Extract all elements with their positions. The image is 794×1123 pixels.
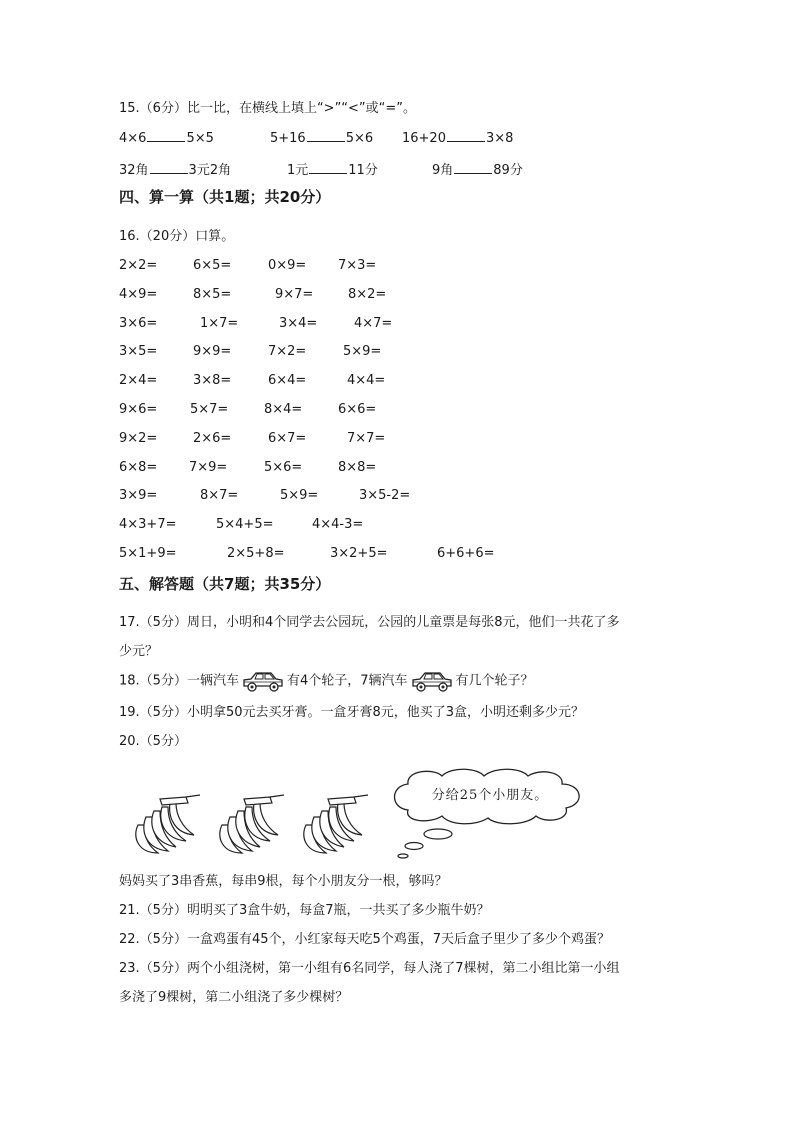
compare-right: 3元2角 (188, 163, 232, 178)
banana-bunch-icon (298, 795, 378, 857)
math-problem: 2×5+8= (227, 546, 285, 561)
answer-blank[interactable] (454, 162, 492, 174)
math-row (0, 287, 794, 303)
math-problem: 1×7= (200, 315, 239, 331)
math-problem: 5×1+9= (119, 546, 177, 561)
compare-item (119, 159, 231, 178)
q20-title: 20.（5分） (119, 734, 187, 749)
compare-left: 16+20 (402, 131, 446, 146)
math-problem: 3×5-2= (359, 488, 411, 504)
q16-title: 16.（20分）口算。 (119, 229, 235, 244)
compare-right: 5×5 (186, 131, 214, 146)
math-problem: 2×4= (119, 373, 158, 389)
compare-left: 32角 (119, 163, 149, 178)
q23-line-2: 多浇了9棵树，第二小组浇了多少棵树？ (119, 990, 349, 1005)
answer-blank[interactable] (147, 130, 185, 142)
q20-question: 妈妈买了3串香蕉，每串9根，每个小朋友分一根，够吗？ (119, 874, 448, 889)
compare-item (287, 159, 378, 178)
math-problem: 9×9= (193, 344, 232, 360)
compare-item (432, 159, 523, 178)
q15-title: 15.（6分）比一比，在横线上填上“>”“<”或“=”。 (119, 101, 417, 116)
q19: 19.（5分）小明拿50元去买牙膏。一盒牙膏8元，他买了3盒，小明还剩多少元？ (119, 705, 585, 720)
math-problem: 4×3+7= (119, 517, 177, 533)
math-row (0, 431, 794, 447)
math-problem: 6×5= (193, 258, 232, 273)
q15-row-2 (0, 159, 794, 178)
math-row (0, 488, 794, 504)
math-row (0, 517, 794, 533)
math-problem: 9×7= (275, 286, 314, 302)
q22: 22.（5分）一盒鸡蛋有45个，小红家每天吃5个鸡蛋，7天后盒子里少了多少个鸡蛋？ (119, 932, 611, 947)
math-problem: 3×8= (193, 373, 232, 389)
math-problem: 2×2= (119, 258, 158, 273)
math-problem: 9×2= (119, 430, 158, 446)
math-problem: 5×9= (343, 344, 382, 360)
math-row (0, 373, 794, 389)
math-problem: 5×4+5= (216, 517, 274, 533)
q17-line-1: 17.（5分）周日，小明和4个同学去公园玩，公园的儿童票是每张8元，他们一共花了多 (119, 615, 620, 630)
compare-left: 9角 (432, 163, 454, 178)
math-problem: 8×5= (193, 286, 232, 302)
math-problem: 8×4= (264, 402, 303, 417)
q18-part-3: 有几个轮子？ (455, 673, 534, 689)
math-problem: 3×4= (279, 315, 318, 331)
car-icon (241, 668, 285, 694)
section-4-heading: 四、算一算（共1题；共20分） (119, 188, 331, 206)
banana-bunch-icon (214, 795, 294, 857)
math-problem: 7×9= (189, 459, 228, 475)
compare-right: 89分 (493, 163, 523, 178)
answer-blank[interactable] (307, 130, 345, 142)
math-problem: 4×9= (119, 286, 158, 302)
math-problem: 6×8= (119, 459, 158, 475)
car-icon (410, 668, 454, 694)
q18 (119, 668, 534, 695)
q23-line-1: 23.（5分）两个小组浇树，第一小组有6名同学，每人浇了7棵树，第二小组比第一小组 (119, 961, 620, 976)
math-problem: 3×6= (119, 315, 158, 331)
compare-item (402, 130, 513, 146)
math-problem: 7×7= (347, 430, 386, 446)
math-problem: 4×4= (347, 373, 386, 389)
answer-blank[interactable] (447, 130, 485, 142)
math-row (0, 546, 794, 562)
compare-left: 1元 (287, 163, 309, 178)
math-row (0, 402, 794, 418)
math-row (0, 316, 794, 332)
compare-left: 4×6 (119, 131, 147, 146)
q18-part-1: 18.（5分）一辆汽车 (119, 673, 239, 689)
math-problem: 6×4= (268, 373, 307, 389)
math-problem: 8×8= (338, 459, 377, 475)
thought-bubble (386, 764, 591, 860)
answer-blank[interactable] (309, 162, 347, 174)
math-problem: 3×9= (119, 488, 158, 504)
math-problem: 4×7= (354, 315, 393, 331)
math-problem: 3×5= (119, 344, 158, 360)
math-problem: 3×2+5= (330, 546, 388, 561)
answer-blank[interactable] (150, 162, 188, 174)
math-problem: 2×6= (193, 430, 232, 446)
banana-bunch-icon (130, 795, 210, 857)
compare-right: 5×6 (345, 131, 374, 146)
math-row (0, 258, 794, 274)
q17-line-2: 少元？ (119, 644, 159, 659)
math-problem: 5×6= (264, 459, 303, 475)
math-problem: 4×4-3= (312, 517, 364, 533)
math-row (0, 460, 794, 476)
q15-row-1 (0, 130, 794, 146)
math-problem: 9×6= (119, 402, 158, 417)
compare-item (270, 130, 373, 146)
compare-right: 3×8 (485, 131, 514, 146)
math-row (0, 344, 794, 360)
bubble-text: 分给25个小朋友。 (431, 788, 549, 803)
compare-item (119, 130, 214, 146)
math-problem: 7×2= (268, 344, 307, 360)
compare-right: 11分 (348, 163, 378, 178)
math-problem: 5×9= (280, 488, 319, 504)
q18-part-2: 有4个轮子，7辆汽车 (286, 673, 408, 689)
math-problem: 6×6= (338, 402, 377, 417)
compare-left: 5+16 (270, 131, 306, 146)
q21: 21.（5分）明明买了3盒牛奶，每盒7瓶，一共买了多少瓶牛奶？ (119, 903, 490, 918)
math-problem: 7×3= (338, 258, 377, 273)
math-problem: 5×7= (190, 402, 229, 417)
math-problem: 6+6+6= (437, 546, 495, 561)
section-5-heading: 五、解答题（共7题；共35分） (119, 575, 331, 593)
math-problem: 0×9= (268, 258, 307, 273)
math-problem: 6×7= (268, 430, 307, 446)
math-problem: 8×2= (348, 286, 387, 302)
math-problem: 8×7= (200, 488, 239, 504)
